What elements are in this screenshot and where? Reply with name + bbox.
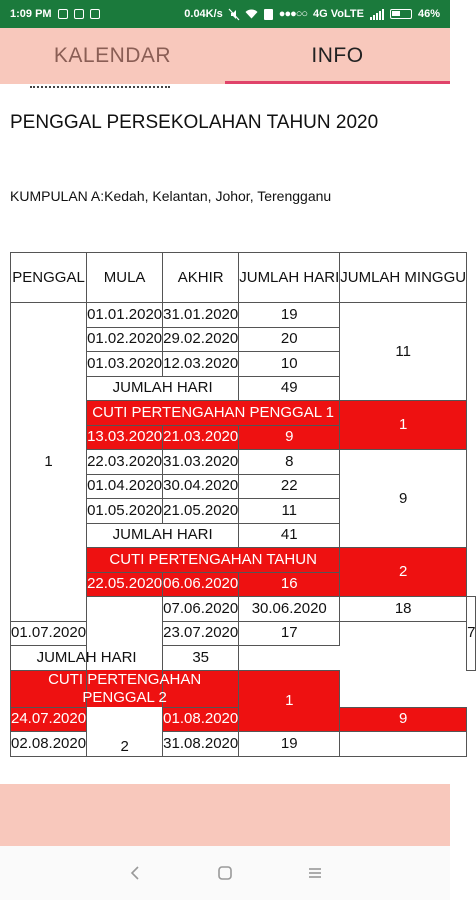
holiday-minggu: 1 bbox=[239, 670, 340, 732]
holiday-mula: 24.07.2020 bbox=[11, 707, 87, 732]
holiday-label: CUTI PERTENGAHAN PENGGAL 2 bbox=[11, 670, 239, 707]
tab-info[interactable]: INFO bbox=[225, 28, 450, 84]
nav-back-button[interactable] bbox=[115, 853, 155, 893]
table-row bbox=[11, 732, 476, 757]
header-jumlah-minggu: JUMLAH MINGGU bbox=[340, 253, 467, 303]
cell-hari: 19 bbox=[239, 732, 340, 757]
nav-home-button[interactable] bbox=[205, 853, 245, 893]
group-label: KUMPULAN A:Kedah, Kelantan, Johor, Terengganu bbox=[10, 188, 332, 204]
cell-minggu: 7 bbox=[467, 597, 476, 671]
term-2-label: 2 bbox=[120, 737, 129, 755]
mute-icon bbox=[229, 9, 239, 20]
cell-akhir: 29.02.2020 bbox=[163, 327, 239, 352]
signal-bars-icon bbox=[370, 9, 384, 20]
notification-icon bbox=[58, 9, 68, 19]
cell-akhir: 30.04.2020 bbox=[163, 474, 239, 499]
total-label: JUMLAH HARI bbox=[11, 646, 163, 671]
cell-akhir: 23.07.2020 bbox=[163, 621, 239, 646]
table-header-row bbox=[11, 253, 476, 303]
cell-mula: 01.01.2020 bbox=[87, 303, 163, 328]
status-right bbox=[184, 8, 440, 20]
cell-akhir: 21.05.2020 bbox=[163, 499, 239, 524]
holiday-akhir: 21.03.2020 bbox=[163, 425, 239, 450]
holiday-label: CUTI PERTENGAHAN PENGGAL 1 bbox=[87, 401, 340, 426]
info-content[interactable] bbox=[0, 84, 476, 784]
cell-hari: 17 bbox=[239, 621, 340, 646]
table-row bbox=[11, 303, 476, 328]
cell-hari: 22 bbox=[239, 474, 340, 499]
holiday-row bbox=[11, 670, 476, 707]
term-1-cell: 1 bbox=[11, 303, 87, 622]
cell-hari: 10 bbox=[239, 352, 340, 377]
total-value: 49 bbox=[239, 376, 340, 401]
cell-minggu bbox=[340, 732, 467, 757]
cell-akhir: 31.08.2020 bbox=[163, 732, 239, 757]
holiday-label: CUTI PERTENGAHAN TAHUN bbox=[87, 548, 340, 573]
holiday-mula: 13.03.2020 bbox=[87, 425, 163, 450]
back-icon bbox=[129, 865, 141, 881]
cell-mula: 01.02.2020 bbox=[87, 327, 163, 352]
header-akhir: AKHIR bbox=[163, 253, 239, 303]
total-row bbox=[11, 646, 476, 671]
holiday-hari: 9 bbox=[340, 707, 467, 732]
bottom-panel bbox=[0, 784, 450, 846]
header-jumlah-hari: JUMLAH HARI bbox=[239, 253, 340, 303]
wifi-icon bbox=[245, 9, 258, 19]
cell-mula: 01.03.2020 bbox=[87, 352, 163, 377]
menu-icon bbox=[307, 866, 323, 880]
holiday-hari: 9 bbox=[239, 425, 340, 450]
nav-menu-button[interactable] bbox=[295, 853, 335, 893]
cut-off-text-line bbox=[30, 84, 170, 88]
cell-hari: 11 bbox=[239, 499, 340, 524]
status-network: 4G VoLTE bbox=[313, 8, 364, 20]
cell-mula: 01.07.2020 bbox=[11, 621, 87, 646]
cell-hari: 20 bbox=[239, 327, 340, 352]
total-label: JUMLAH HARI bbox=[87, 376, 239, 401]
tab-bar bbox=[0, 28, 450, 84]
battery-icon bbox=[390, 9, 412, 19]
sim-icon bbox=[264, 9, 273, 20]
navigation-bar bbox=[0, 846, 450, 900]
signal-dots-icon: ●●●○○ bbox=[278, 8, 308, 20]
total-value: 35 bbox=[163, 646, 239, 671]
total-value: 41 bbox=[239, 523, 340, 548]
status-left bbox=[10, 8, 100, 20]
cell-hari: 8 bbox=[239, 450, 340, 475]
holiday-minggu: 1 bbox=[340, 401, 467, 450]
cell-akhir: 31.03.2020 bbox=[163, 450, 239, 475]
holiday-akhir: 01.08.2020 bbox=[163, 707, 239, 732]
header-penggal: PENGGAL bbox=[11, 253, 87, 303]
cell-minggu: 9 bbox=[340, 450, 467, 548]
cell-mula: 02.08.2020 bbox=[11, 732, 87, 757]
cell-akhir: 12.03.2020 bbox=[163, 352, 239, 377]
cell-mula: 22.03.2020 bbox=[87, 450, 163, 475]
cell-mula: 01.04.2020 bbox=[87, 474, 163, 499]
table-row bbox=[11, 621, 476, 646]
holiday-mula: 22.05.2020 bbox=[87, 572, 163, 597]
home-icon bbox=[217, 865, 233, 881]
page-title: PENGGAL PERSEKOLAHAN TAHUN 2020 bbox=[10, 112, 379, 133]
header-mula: MULA bbox=[87, 253, 163, 303]
cell-hari: 19 bbox=[239, 303, 340, 328]
status-speed: 0.04K/s bbox=[184, 8, 223, 20]
app-icon bbox=[90, 9, 100, 19]
status-time: 1:09 PM bbox=[10, 8, 52, 20]
cell-hari: 18 bbox=[340, 597, 467, 622]
cell-minggu: 11 bbox=[340, 303, 467, 401]
cell-akhir: 30.06.2020 bbox=[239, 597, 340, 622]
cell-mula: 01.05.2020 bbox=[87, 499, 163, 524]
status-bar bbox=[0, 0, 450, 28]
holiday-minggu: 2 bbox=[340, 548, 467, 597]
status-battery: 46% bbox=[417, 8, 440, 20]
total-label: JUMLAH HARI bbox=[87, 523, 239, 548]
school-term-table bbox=[10, 252, 476, 757]
tab-kalendar[interactable]: KALENDAR bbox=[53, 44, 172, 67]
holiday-akhir: 06.06.2020 bbox=[163, 572, 239, 597]
holiday-hari: 16 bbox=[239, 572, 340, 597]
cell-mula: 07.06.2020 bbox=[163, 597, 239, 622]
message-icon bbox=[74, 9, 84, 19]
cell-akhir: 31.01.2020 bbox=[163, 303, 239, 328]
